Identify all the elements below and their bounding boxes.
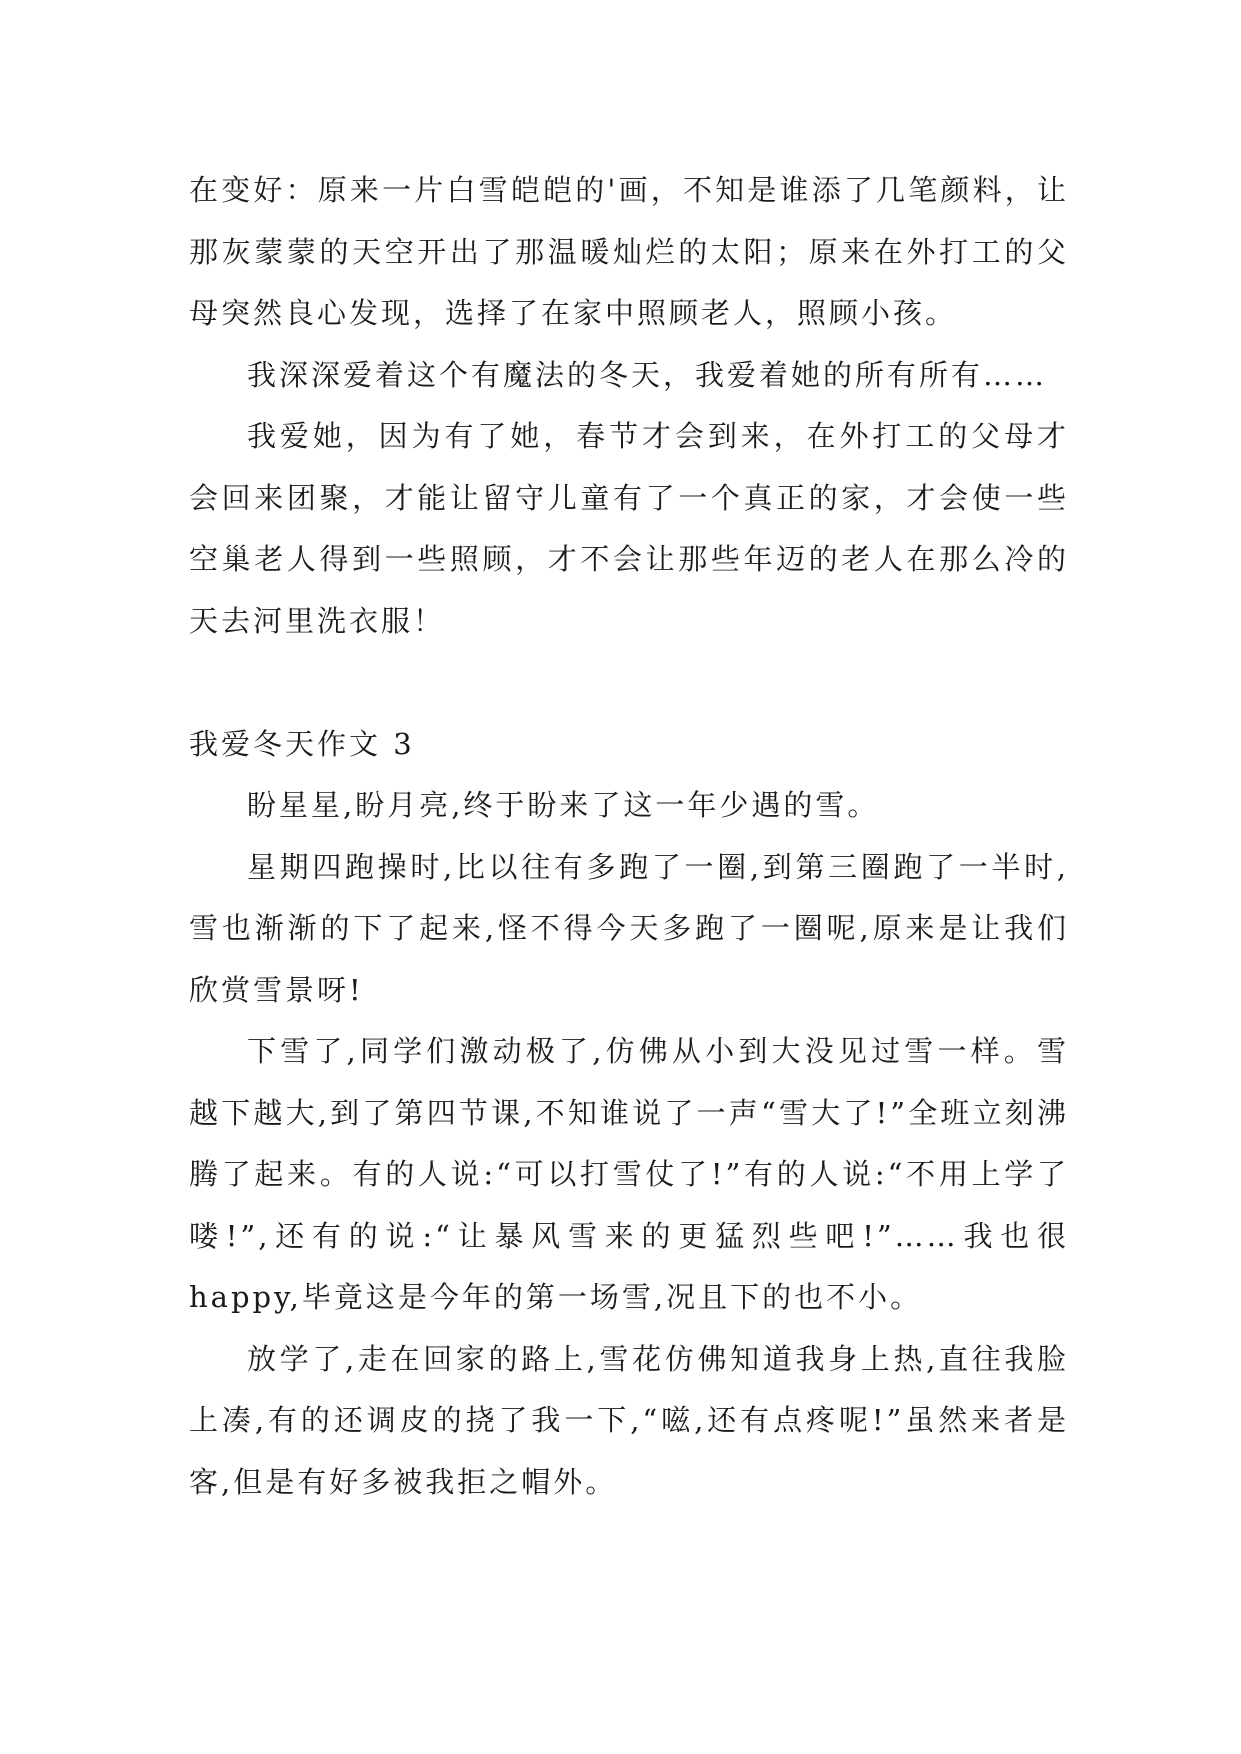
document-body [189, 160, 1069, 1513]
paragraph: 我深深爱着这个有魔法的冬天，我爱着她的所有所有…… [247, 357, 1048, 392]
paragraph: 在变好：原来一片白雪皑皑的'画，不知是谁添了几笔颜料，让那灰蒙蒙的天空开出了那温暖灿烂的太阳；原来在外打工的父母突然良心发现，选择了在家中照顾老人，照顾小孩。 [189, 173, 1069, 330]
paragraph: 盼星星,盼月亮,终于盼来了这一年少遇的雪。 [247, 788, 880, 822]
paragraph: 放学了,走在回家的路上,雪花仿佛知道我身上热,直往我脸上凑,有的还调皮的挠了我一下,“嗞,还有点疼呢!”虽然来者是客,但是有好多被我拒之帽外。 [189, 1341, 1069, 1499]
paragraph: 下雪了,同学们激动极了,仿佛从小到大没见过雪一样。雪越下越大,到了第四节课,不知谁说了一声“雪大了!”全班立刻沸腾了起来。有的人说:“可以打雪仗了!”有的人说:“不用上学了喽!”,还有的说:“让暴风雪来的更猛烈些吧!”……我也很 happy,毕竟这是今年的第一场雪,况且下的也不小。 [189, 1034, 1069, 1314]
paragraph: 我爱她，因为有了她，春节才会到来，在外打工的父母才会回来团聚，才能让留守儿童有了一个真正的家，才会使一些空巢老人得到一些照顾，才不会让那些年迈的老人在那么冷的天去河里洗衣服！ [189, 419, 1069, 638]
section-title: 我爱冬天作文 3 [189, 726, 415, 761]
section-spacer [189, 652, 1069, 714]
paragraph: 星期四跑操时,比以往有多跑了一圈,到第三圈跑了一半时,雪也渐渐的下了起来,怪不得今天多跑了一圈呢,原来是让我们欣赏雪景呀! [189, 849, 1069, 1007]
